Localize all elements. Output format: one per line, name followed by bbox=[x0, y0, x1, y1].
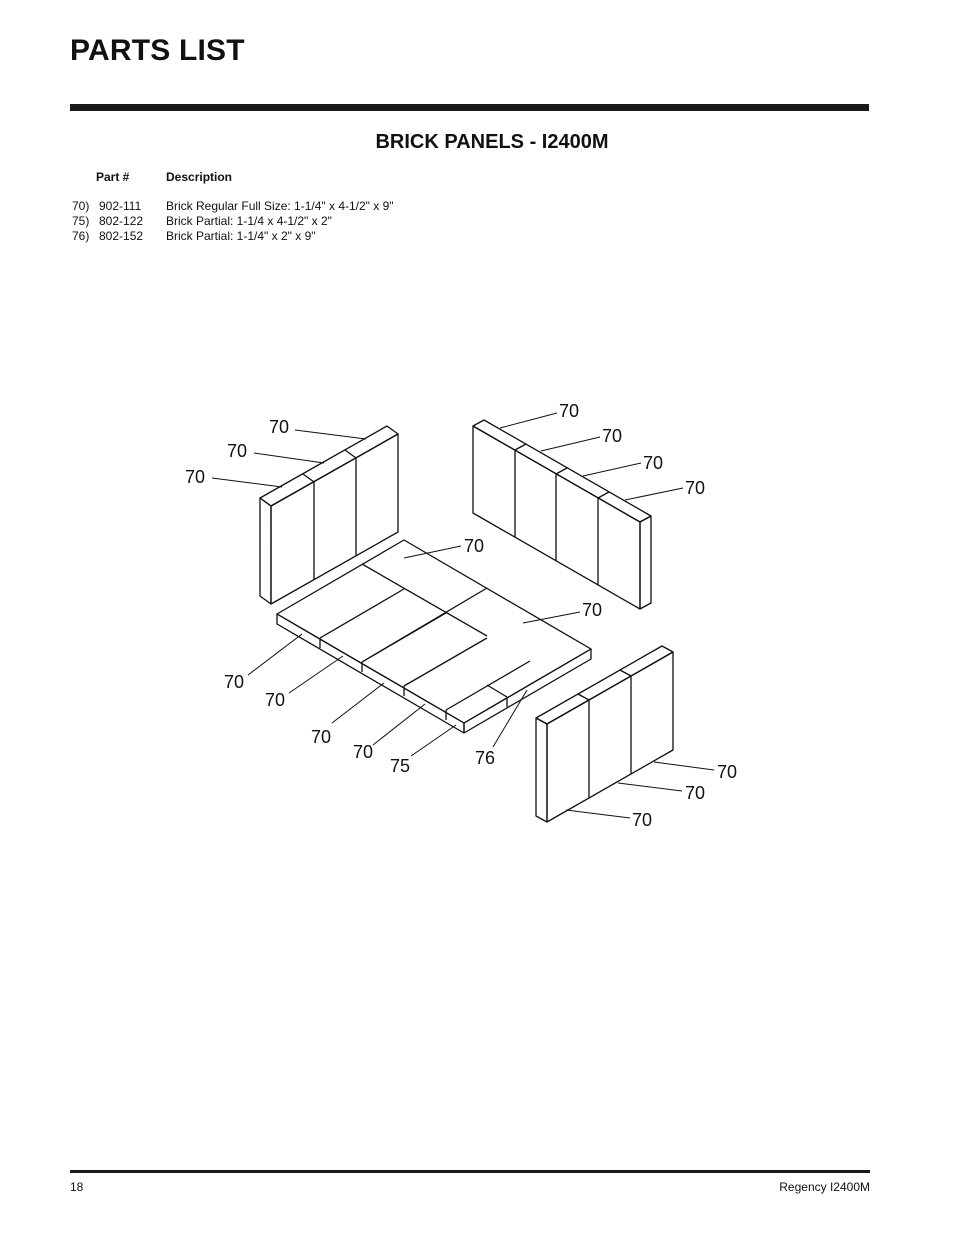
brick-panels-drawing bbox=[170, 395, 750, 835]
part-description: Brick Regular Full Size: 1-1/4" x 4-1/2" x 9" bbox=[166, 199, 394, 213]
callout-70: 70 bbox=[685, 478, 706, 498]
callout-70: 70 bbox=[227, 441, 248, 461]
callout-70: 70 bbox=[269, 417, 290, 437]
callout-70: 70 bbox=[224, 672, 245, 692]
callout-70: 70 bbox=[717, 762, 738, 782]
section-title: BRICK PANELS - I2400M bbox=[375, 131, 609, 153]
ref-number: 76) bbox=[72, 229, 90, 243]
callout-70: 70 bbox=[265, 690, 286, 710]
callout-70: 70 bbox=[632, 810, 653, 830]
back-panel bbox=[473, 420, 651, 609]
part-number-header: Part # bbox=[96, 170, 130, 184]
parts-row bbox=[0, 214, 954, 229]
callout-70: 70 bbox=[464, 536, 485, 556]
part-description: Brick Partial: 1-1/4 x 4-1/2" x 2" bbox=[166, 214, 332, 228]
part-description: Brick Partial: 1-1/4" x 2" x 9" bbox=[166, 229, 316, 243]
front-right-panel bbox=[536, 646, 673, 822]
top-divider bbox=[70, 104, 869, 111]
parts-row bbox=[0, 229, 954, 244]
callout-75: 75 bbox=[390, 756, 411, 776]
callout-70: 70 bbox=[582, 600, 603, 620]
leader-lines bbox=[212, 413, 714, 818]
part-number: 802-152 bbox=[99, 229, 144, 243]
callout-70: 70 bbox=[559, 401, 580, 421]
callout-76: 76 bbox=[475, 748, 496, 768]
footer-product: Regency I2400M bbox=[779, 1180, 870, 1194]
part-number: 802-122 bbox=[99, 214, 144, 228]
callout-labels bbox=[185, 401, 737, 830]
callout-70: 70 bbox=[602, 426, 623, 446]
left-panel bbox=[260, 426, 398, 604]
ref-number: 70) bbox=[72, 199, 90, 213]
page-number: 18 bbox=[70, 1180, 84, 1194]
callout-70: 70 bbox=[353, 742, 374, 762]
ref-number: 75) bbox=[72, 214, 90, 228]
callout-70: 70 bbox=[311, 727, 332, 747]
callout-70: 70 bbox=[643, 453, 664, 473]
callout-70: 70 bbox=[185, 467, 206, 487]
callout-70: 70 bbox=[685, 783, 706, 803]
brick-panels-diagram bbox=[170, 395, 750, 835]
bottom-divider bbox=[70, 1170, 870, 1173]
parts-row bbox=[0, 199, 954, 214]
description-header: Description bbox=[166, 170, 233, 184]
floor-panel bbox=[277, 540, 591, 733]
part-number: 902-111 bbox=[99, 199, 142, 213]
page-title: PARTS LIST bbox=[70, 34, 245, 67]
